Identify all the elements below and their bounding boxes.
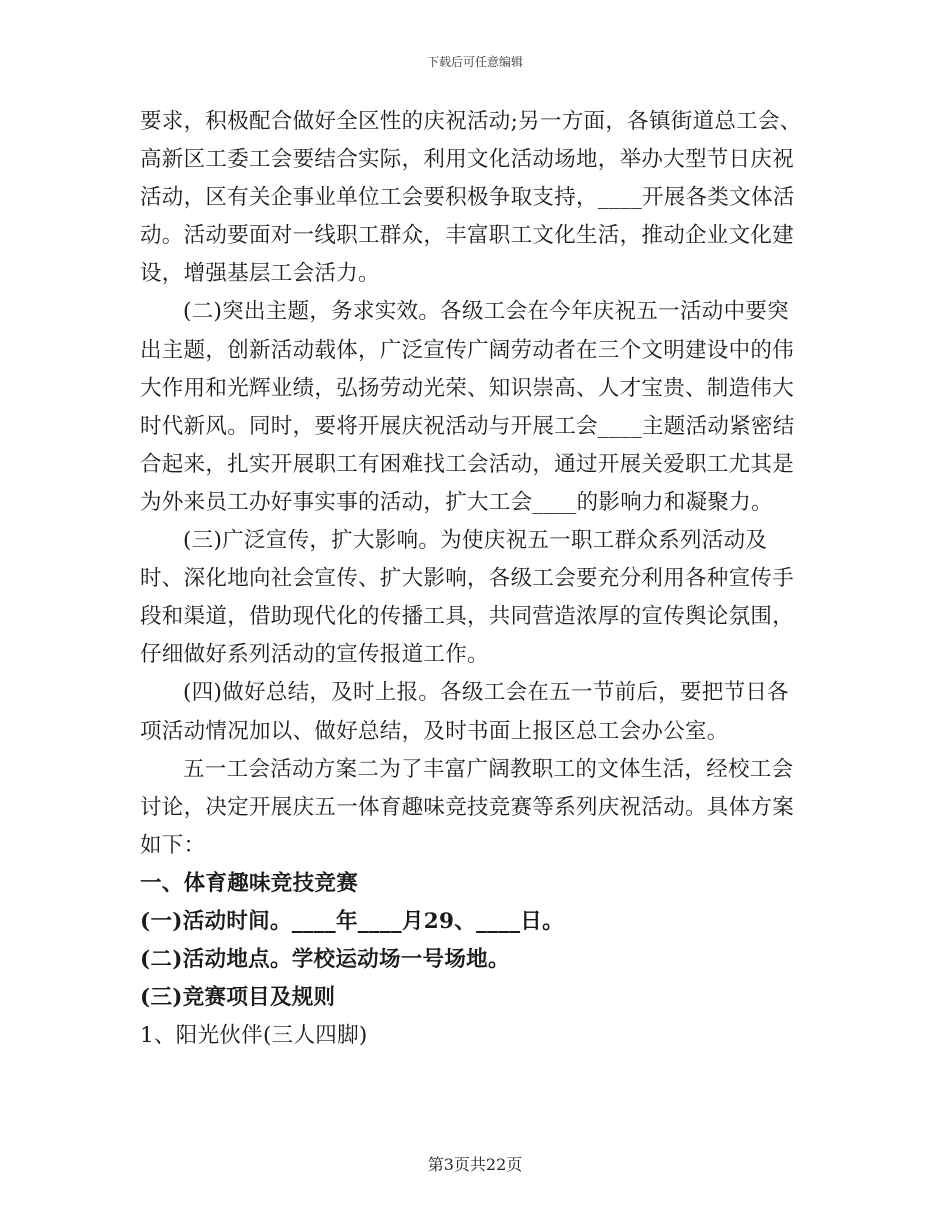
section-heading-sports-competition: 一、体育趣味竞技竞赛 xyxy=(140,870,359,896)
paragraph-highlight-theme: (二)突出主题，务求实效。各级工会在今年庆祝五一活动中要突出主题，创新活动载体，广泛宣传广阔劳动者在三个文明建设中的伟大作用和光辉业绩，弘扬劳动光荣、知识崇高、人才宝贵、制造伟大时代新风。同时，要将开展庆祝活动与开展工会____主题活动紧密结合起来，扎实开展职工有困难找工会活动，通过开展关爱职工尤其是为外来员工办好事实事的活动，扩大工会____的影响力和凝聚力。 xyxy=(140,299,795,515)
subheading-events-and-rules: (三)竞赛项目及规则 xyxy=(140,985,336,1011)
page-number-footer: 第3页共22页 xyxy=(427,1155,523,1174)
paragraph-publicity: (三)广泛宣传，扩大影响。为使庆祝五一职工群众系列活动及时、深化地向社会宣传、扩大影响，各级工会要充分利用各种宣传手段和渠道，借助现代化的传播工具，共同营造浓厚的宣传舆论氛围，仔细做好系列活动的宣传报道工作。 xyxy=(140,528,795,668)
list-item-event-one: 1、阳光伙伴(三人四脚) xyxy=(140,1023,368,1049)
paragraph-plan-two-intro: 五一工会活动方案二为了丰富广阔教职工的文体生活，经校工会讨论，决定开展庆五一体育趣味竞技竞赛等系列庆祝活动。具体方案如下： xyxy=(140,756,795,858)
subheading-activity-location: (二)活动地点。学校运动场一号场地。 xyxy=(140,947,510,973)
paragraph-summary: (四)做好总结，及时上报。各级工会在五一节前后，要把节日各项活动情况加以、做好总结，及时书面上报区总工会办公室。 xyxy=(140,680,789,744)
page-header-note: 下载后可任意编辑 xyxy=(426,55,523,69)
document-body xyxy=(140,103,810,1055)
paragraph-continued: 要求，积极配合做好全区性的庆祝活动;另一方面，各镇街道总工会、高新区工委工会要结合实际，利用文化活动场地，举办大型节日庆祝活动，区有关企事业单位工会要积极争取支持，____开展各类文体活动。活动要面对一线职工群众，丰富职工文化生活，推动企业文化建设，增强基层工会活力。 xyxy=(140,109,802,287)
subheading-activity-time: (一)活动时间。____年____月29、____日。 xyxy=(140,908,564,934)
